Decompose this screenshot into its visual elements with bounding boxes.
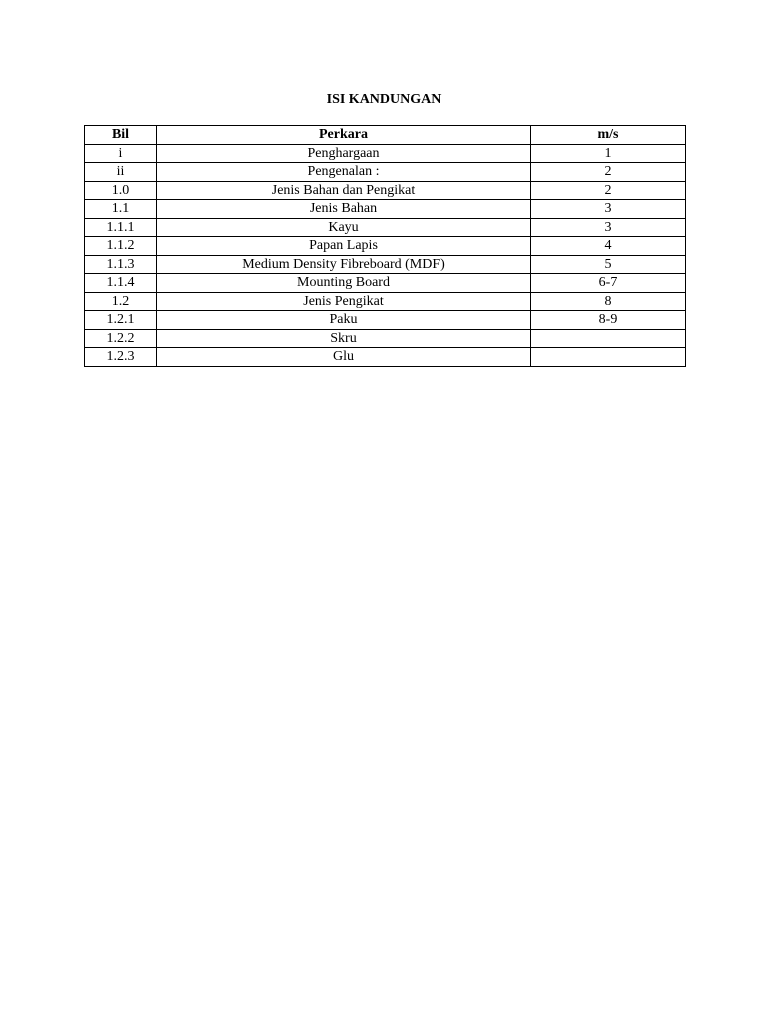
table-row (85, 255, 686, 274)
cell-ms (531, 329, 686, 348)
table-row (85, 292, 686, 311)
header-ms: m/s (531, 126, 686, 145)
cell-bil: i (85, 144, 157, 163)
cell-ms: 4 (531, 237, 686, 256)
cell-perkara: Pengenalan : (157, 163, 531, 182)
cell-ms: 3 (531, 200, 686, 219)
header-bil: Bil (85, 126, 157, 145)
cell-bil: 1.1.4 (85, 274, 157, 293)
cell-perkara: Papan Lapis (157, 237, 531, 256)
table-row (85, 163, 686, 182)
table-header-row (85, 126, 686, 145)
cell-bil: 1.1 (85, 200, 157, 219)
table-row (85, 218, 686, 237)
table-row (85, 348, 686, 367)
cell-bil: 1.1.1 (85, 218, 157, 237)
cell-bil: 1.2.2 (85, 329, 157, 348)
cell-perkara: Jenis Pengikat (157, 292, 531, 311)
cell-perkara: Jenis Bahan dan Pengikat (157, 181, 531, 200)
cell-perkara: Penghargaan (157, 144, 531, 163)
cell-ms: 2 (531, 181, 686, 200)
cell-perkara: Mounting Board (157, 274, 531, 293)
table-row (85, 237, 686, 256)
cell-perkara: Glu (157, 348, 531, 367)
cell-bil: 1.0 (85, 181, 157, 200)
cell-bil: 1.2.3 (85, 348, 157, 367)
table-row (85, 274, 686, 293)
cell-ms: 3 (531, 218, 686, 237)
table-row (85, 144, 686, 163)
table-of-contents (84, 125, 686, 367)
cell-perkara: Medium Density Fibreboard (MDF) (157, 255, 531, 274)
cell-bil: 1.1.3 (85, 255, 157, 274)
cell-ms: 8-9 (531, 311, 686, 330)
table-row (85, 181, 686, 200)
table-row (85, 329, 686, 348)
cell-perkara: Kayu (157, 218, 531, 237)
cell-ms: 2 (531, 163, 686, 182)
cell-ms: 1 (531, 144, 686, 163)
cell-ms: 5 (531, 255, 686, 274)
cell-perkara: Skru (157, 329, 531, 348)
table-row (85, 311, 686, 330)
page-title: ISI KANDUNGAN (326, 92, 442, 107)
header-perkara: Perkara (157, 126, 531, 145)
cell-bil: ii (85, 163, 157, 182)
cell-ms: 6-7 (531, 274, 686, 293)
cell-bil: 1.1.2 (85, 237, 157, 256)
cell-ms: 8 (531, 292, 686, 311)
cell-bil: 1.2 (85, 292, 157, 311)
cell-bil: 1.2.1 (85, 311, 157, 330)
cell-ms (531, 348, 686, 367)
cell-perkara: Jenis Bahan (157, 200, 531, 219)
table-row (85, 200, 686, 219)
cell-perkara: Paku (157, 311, 531, 330)
